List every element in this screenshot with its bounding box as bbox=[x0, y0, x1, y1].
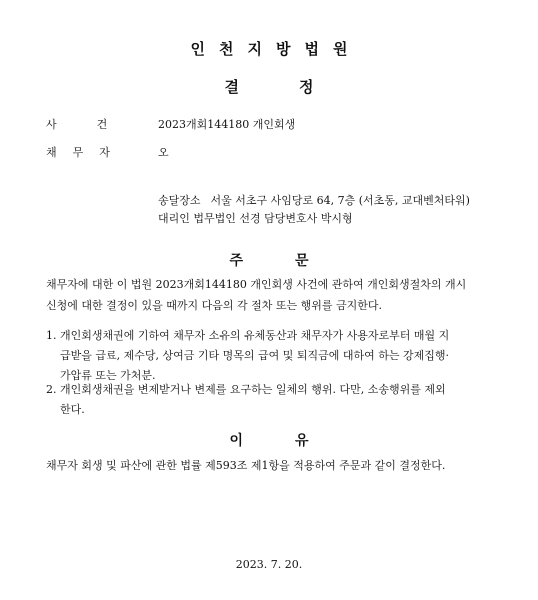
debtor-label-char: 무 bbox=[72, 146, 84, 159]
reason-section-title bbox=[0, 430, 538, 450]
order-intro-line: 신청에 대한 결정이 있을 때까지 다음의 각 절차 또는 행위를 금지한다. bbox=[46, 299, 382, 312]
case-label-char: 건 bbox=[96, 118, 108, 131]
debtor-label bbox=[46, 144, 110, 160]
order-item-text: 개인회생채권에 기하여 채무자 소유의 유체동산과 채무자가 사용자로부터 매월 지 bbox=[60, 329, 450, 342]
delivery-label: 송달장소 bbox=[158, 194, 201, 207]
title-char-left: 결 bbox=[224, 78, 239, 96]
order-item-number: 1. bbox=[46, 329, 57, 342]
reason-title-left: 이 bbox=[229, 433, 243, 449]
reason-text: 채무자 회생 및 파산에 관한 법률 제593조 제1항을 적용하여 주문과 같이 결정한다. bbox=[46, 459, 446, 472]
order-item-number: 2. bbox=[46, 383, 57, 396]
order-item-text: 개인회생채권을 변제받거나 변제를 요구하는 일체의 행위. 다만, 소송행위를 제외 bbox=[60, 383, 446, 396]
order-title-left: 주 bbox=[229, 253, 243, 269]
order-intro-line: 채무자에 대한 이 법원 2023개회144180 개인회생 사건에 관하여 개인회생절차의 개시 bbox=[46, 278, 467, 291]
order-section-title bbox=[0, 250, 538, 270]
debtor-name: 오 bbox=[158, 146, 169, 159]
order-item-line: 한다. bbox=[60, 403, 85, 416]
debtor-label-char: 채 bbox=[46, 146, 57, 159]
order-intro bbox=[46, 274, 496, 316]
order-item-line: 가압류 또는 가처분. bbox=[60, 369, 156, 382]
case-number: 2023개회144180 개인회생 bbox=[158, 118, 296, 131]
legal-agent: 대리인 법무법인 선경 담당변호사 박시형 bbox=[158, 212, 353, 225]
case-label-char: 사 bbox=[46, 118, 57, 131]
delivery-address bbox=[158, 192, 470, 208]
title-char-right: 정 bbox=[299, 78, 314, 96]
order-item-2 bbox=[46, 380, 446, 420]
reason-title-right: 유 bbox=[295, 433, 309, 449]
order-item-1 bbox=[46, 326, 449, 386]
order-item-line bbox=[46, 380, 446, 400]
delivery-value: 서울 서초구 사임당로 64, 7층 (서초동, 교대벤처타워) bbox=[210, 194, 470, 207]
order-title-right: 문 bbox=[295, 253, 309, 269]
court-name: 인천지방법원 bbox=[190, 40, 362, 58]
order-item-line: 급받을 급료, 제수당, 상여금 기타 명목의 급여 및 퇴직금에 대하여 하는 강제집행· bbox=[60, 349, 449, 362]
order-item-line bbox=[46, 326, 449, 346]
debtor-label-char: 자 bbox=[99, 146, 110, 159]
decision-date: 2023. 7. 20. bbox=[235, 558, 303, 571]
document-title bbox=[0, 76, 538, 97]
case-label bbox=[46, 116, 107, 132]
